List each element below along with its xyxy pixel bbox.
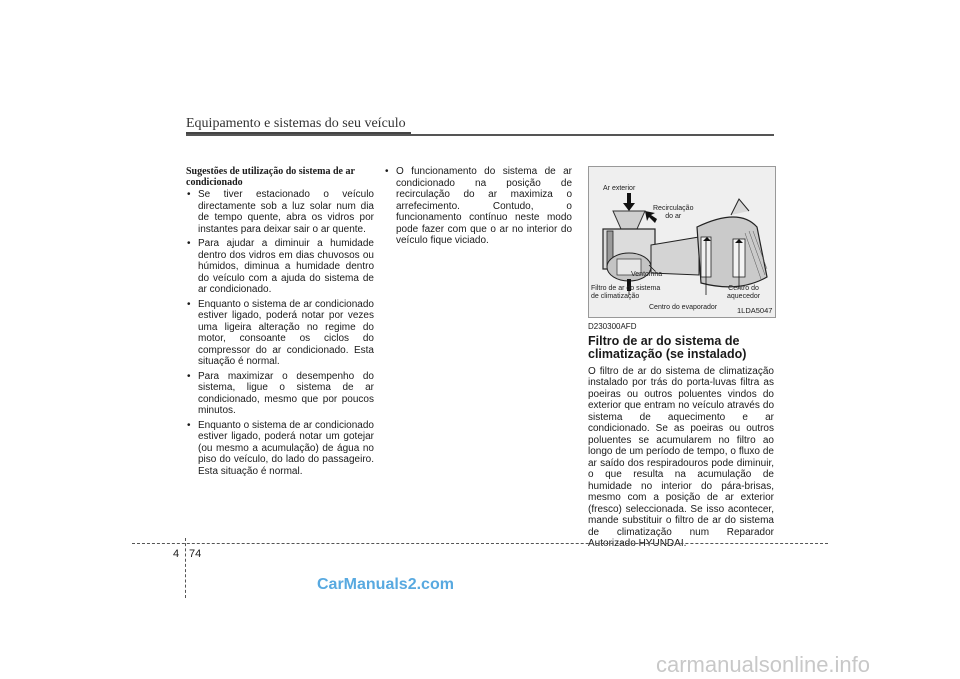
label-recirculation <box>653 205 693 221</box>
ac-tips-list <box>186 189 374 477</box>
bullet-icon: • <box>187 419 191 431</box>
label-filter <box>591 285 660 301</box>
label-heater-line1: Centro do <box>728 285 759 292</box>
section-code: D230300AFD <box>588 322 637 331</box>
label-recirculation-line1: Recirculação <box>653 205 694 212</box>
label-filter-line1: Filtro de ar do sistema <box>591 285 661 292</box>
bullet-icon: • <box>187 298 191 310</box>
list-item <box>186 238 374 296</box>
list-item <box>384 166 572 247</box>
recirculation-list <box>384 166 572 247</box>
middle-column <box>384 166 572 250</box>
footer-site-watermark: carmanualsonline.info <box>656 652 871 677</box>
bullet-icon: • <box>187 370 191 382</box>
list-item <box>186 299 374 368</box>
page-number: 74 <box>189 548 202 560</box>
page-header-title: Equipamento e sistemas do seu veículo <box>186 116 406 131</box>
bullet-icon: • <box>187 189 191 200</box>
left-column <box>186 166 374 480</box>
list-item-text: O funcionamento do sistema de ar condicionado na posição de recirculação do ar maximiza o arrefecimento. Contudo, o funcionamento contínuo neste modo pode fazer com que o ar no interior do veículo fique viciado. <box>396 166 572 246</box>
label-fan: Ventoinha <box>631 271 663 278</box>
list-item-text: Para maximizar o desempenho do sistema, ligue o sistema de ar condicionado, mesmo que por poucos minutos. <box>198 370 374 416</box>
list-item <box>186 371 374 417</box>
label-filter-line2: de climatização <box>591 293 640 300</box>
header-rule <box>186 134 774 136</box>
label-evaporator: Centro do evaporador <box>649 304 718 311</box>
list-item-text: Enquanto o sistema de ar condicionado estiver ligado, poderá notar um gotejar (ou mesmo a acumulação) de água no piso do veículo, do lado do passageiro. Esta situação é normal. <box>198 419 374 477</box>
ac-tips-heading: Sugestões de utilização do sistema de ar condicionado <box>186 166 355 188</box>
footer-divider <box>185 538 186 598</box>
watermark-link[interactable]: CarManuals2.com <box>317 576 454 593</box>
section-title: Filtro de ar do sistema de climatização (se instalado) <box>588 333 747 361</box>
list-item-text: Para ajudar a diminuir a humidade dentro dos vidros em dias chuvosos ou húmidos, diminua a humidade dentro do veículo com a ajuda do sistema de ar condicionado. <box>198 238 374 295</box>
label-heater-core <box>727 285 760 301</box>
list-item-text: Se tiver estacionado o veículo directamente sob a luz solar num dia de tempo quente, abra os vidros por instantes para deixar sair o ar quente. <box>198 189 374 235</box>
label-outside-air: Ar exterior <box>603 185 636 192</box>
footer-rule <box>132 543 828 544</box>
section-body: O filtro de ar do sistema de climatização instalado por trás do porta-luvas filtra as poeiras ou outros poluentes vindos do exterior que entram no veículo através do sistema de aquecimento e ar condicionado. Se as poeiras ou outros poluentes se acumularem no filtro ao longo de um período de tempo, o fluxo de ar saído dos respiradouros pode diminuir, o que resulta na acumulação de humidade no interior do pára-brisas, mesmo com a posição de ar exterior (fresco) seleccionada. Se isso acontecer, mande substituir o filtro de ar do sistema de climatização num Reparador Autorizado HYUNDAI. <box>588 365 774 549</box>
hvac-airflow-figure <box>588 166 776 318</box>
bullet-icon: • <box>187 238 191 249</box>
list-item <box>186 420 374 478</box>
figure-code: 1LDA5047 <box>737 306 773 315</box>
label-recirculation-line2: do ar <box>665 213 682 220</box>
right-column <box>588 166 774 550</box>
chapter-number: 4 <box>173 548 180 560</box>
label-heater-line2: aquecedor <box>727 293 761 300</box>
bullet-icon: • <box>385 166 389 177</box>
list-item-text: Enquanto o sistema de ar condicionado estiver ligado, poderá notar por vezes uma ligeira alteração no regime do motor, consoante os ciclos do compressor do ar condicionado. Esta situação é normal. <box>198 298 374 367</box>
list-item <box>186 189 374 235</box>
